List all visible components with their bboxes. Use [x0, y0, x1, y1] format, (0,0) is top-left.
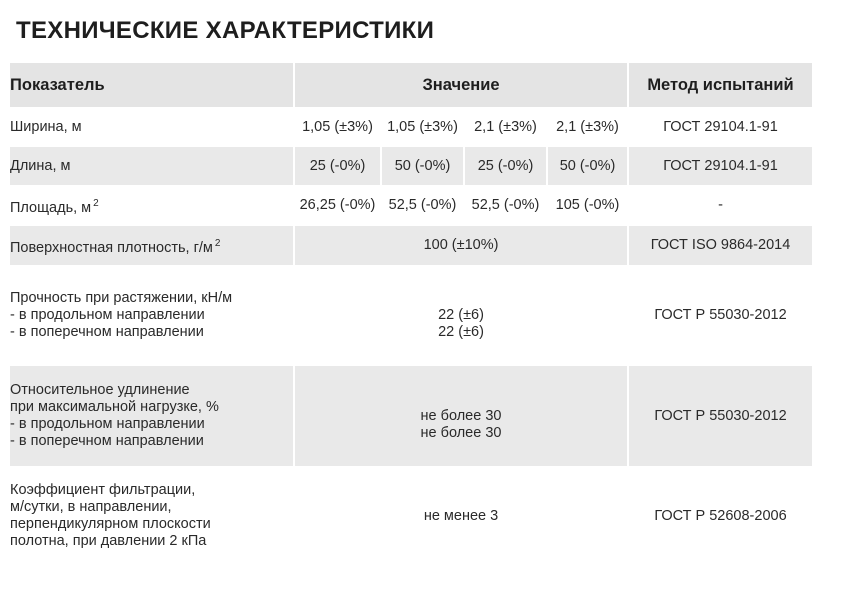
param-cell: Длина, м [10, 147, 294, 185]
method-cell: - [718, 197, 723, 213]
param-cell [10, 185, 294, 226]
spacer [295, 290, 627, 307]
header-method: Метод испытаний [628, 63, 812, 107]
param-line: м/сутки, в направлении, [10, 499, 172, 515]
table-row [10, 265, 812, 366]
param-line: - в продольном направлении [10, 307, 205, 323]
superscript: 2 [214, 237, 221, 249]
header-param: Показатель [10, 63, 294, 107]
table-row [10, 466, 812, 566]
param-line: Прочность при растяжении, кН/м [10, 290, 233, 306]
value-line: 22 (±6) [438, 324, 484, 340]
value-cell: 52,5 (-0%) [464, 185, 547, 226]
table-header-row [10, 63, 812, 107]
value-cell: 50 (-0%) [381, 147, 464, 185]
value-cell: не менее 3 [294, 466, 628, 566]
value-cell: 25 (-0%) [294, 147, 381, 185]
param-line: - в продольном направлении [10, 416, 205, 432]
param-line: Относительное удлинение [10, 382, 190, 398]
value-cell: 26,25 (-0%) [294, 185, 381, 226]
value-cell: 1,05 (±3%) [294, 107, 381, 147]
method-cell: ГОСТ Р 52608-2006 [654, 507, 787, 524]
table-row [10, 107, 812, 147]
param-cell: Ширина, м [10, 107, 294, 147]
param-cell [10, 466, 294, 566]
method-cell: ГОСТ 29104.1-91 [663, 118, 778, 135]
table-row [10, 366, 812, 466]
method-cell: ГОСТ Р 55030-2012 [654, 307, 787, 323]
method-cell: ГОСТ ISO 9864-2014 [628, 226, 812, 265]
param-line: при максимальной нагрузке, % [10, 399, 219, 415]
value-line: не более 30 [420, 407, 502, 424]
superscript: 2 [93, 197, 99, 209]
param-cell [10, 226, 294, 265]
value-cell: 105 (-0%) [547, 185, 628, 226]
param-line: - в поперечном направлении [10, 324, 204, 340]
value-cell: 1,05 (±3%) [381, 107, 464, 147]
value-line: 22 (±6) [438, 307, 484, 323]
table-row [10, 226, 812, 265]
value-cell [294, 265, 628, 366]
param-line: полотна, при давлении 2 кПа [10, 533, 207, 549]
value-cell: 50 (-0%) [547, 147, 628, 185]
specifications-table [10, 63, 812, 566]
value-line: не более 30 [420, 424, 502, 441]
method-cell: ГОСТ Р 55030-2012 [628, 366, 812, 466]
page-title: ТЕХНИЧЕСКИЕ ХАРАКТЕРИСТИКИ [16, 17, 435, 44]
param-line: перпендикулярном плоскости [10, 516, 211, 532]
value-cell: 100 (±10%) [294, 226, 628, 265]
value-cell: 2,1 (±3%) [547, 107, 628, 147]
param-line: - в поперечном направлении [10, 433, 204, 449]
spacer [295, 391, 627, 408]
param-line: Коэффициент фильтрации, [10, 482, 196, 498]
method-cell: ГОСТ 29104.1-91 [628, 147, 812, 185]
header-value: Значение [294, 63, 628, 107]
param-text: Площадь, м [10, 199, 92, 216]
param-cell [10, 265, 294, 366]
table-row [10, 147, 812, 185]
param-text: Поверхностная плотность, г/м [10, 239, 213, 256]
value-cell: 2,1 (±3%) [464, 107, 547, 147]
value-cell [294, 366, 628, 466]
value-cell: 25 (-0%) [464, 147, 547, 185]
value-cell: 52,5 (-0%) [381, 185, 464, 226]
param-cell [10, 366, 294, 466]
table-row [10, 185, 812, 226]
